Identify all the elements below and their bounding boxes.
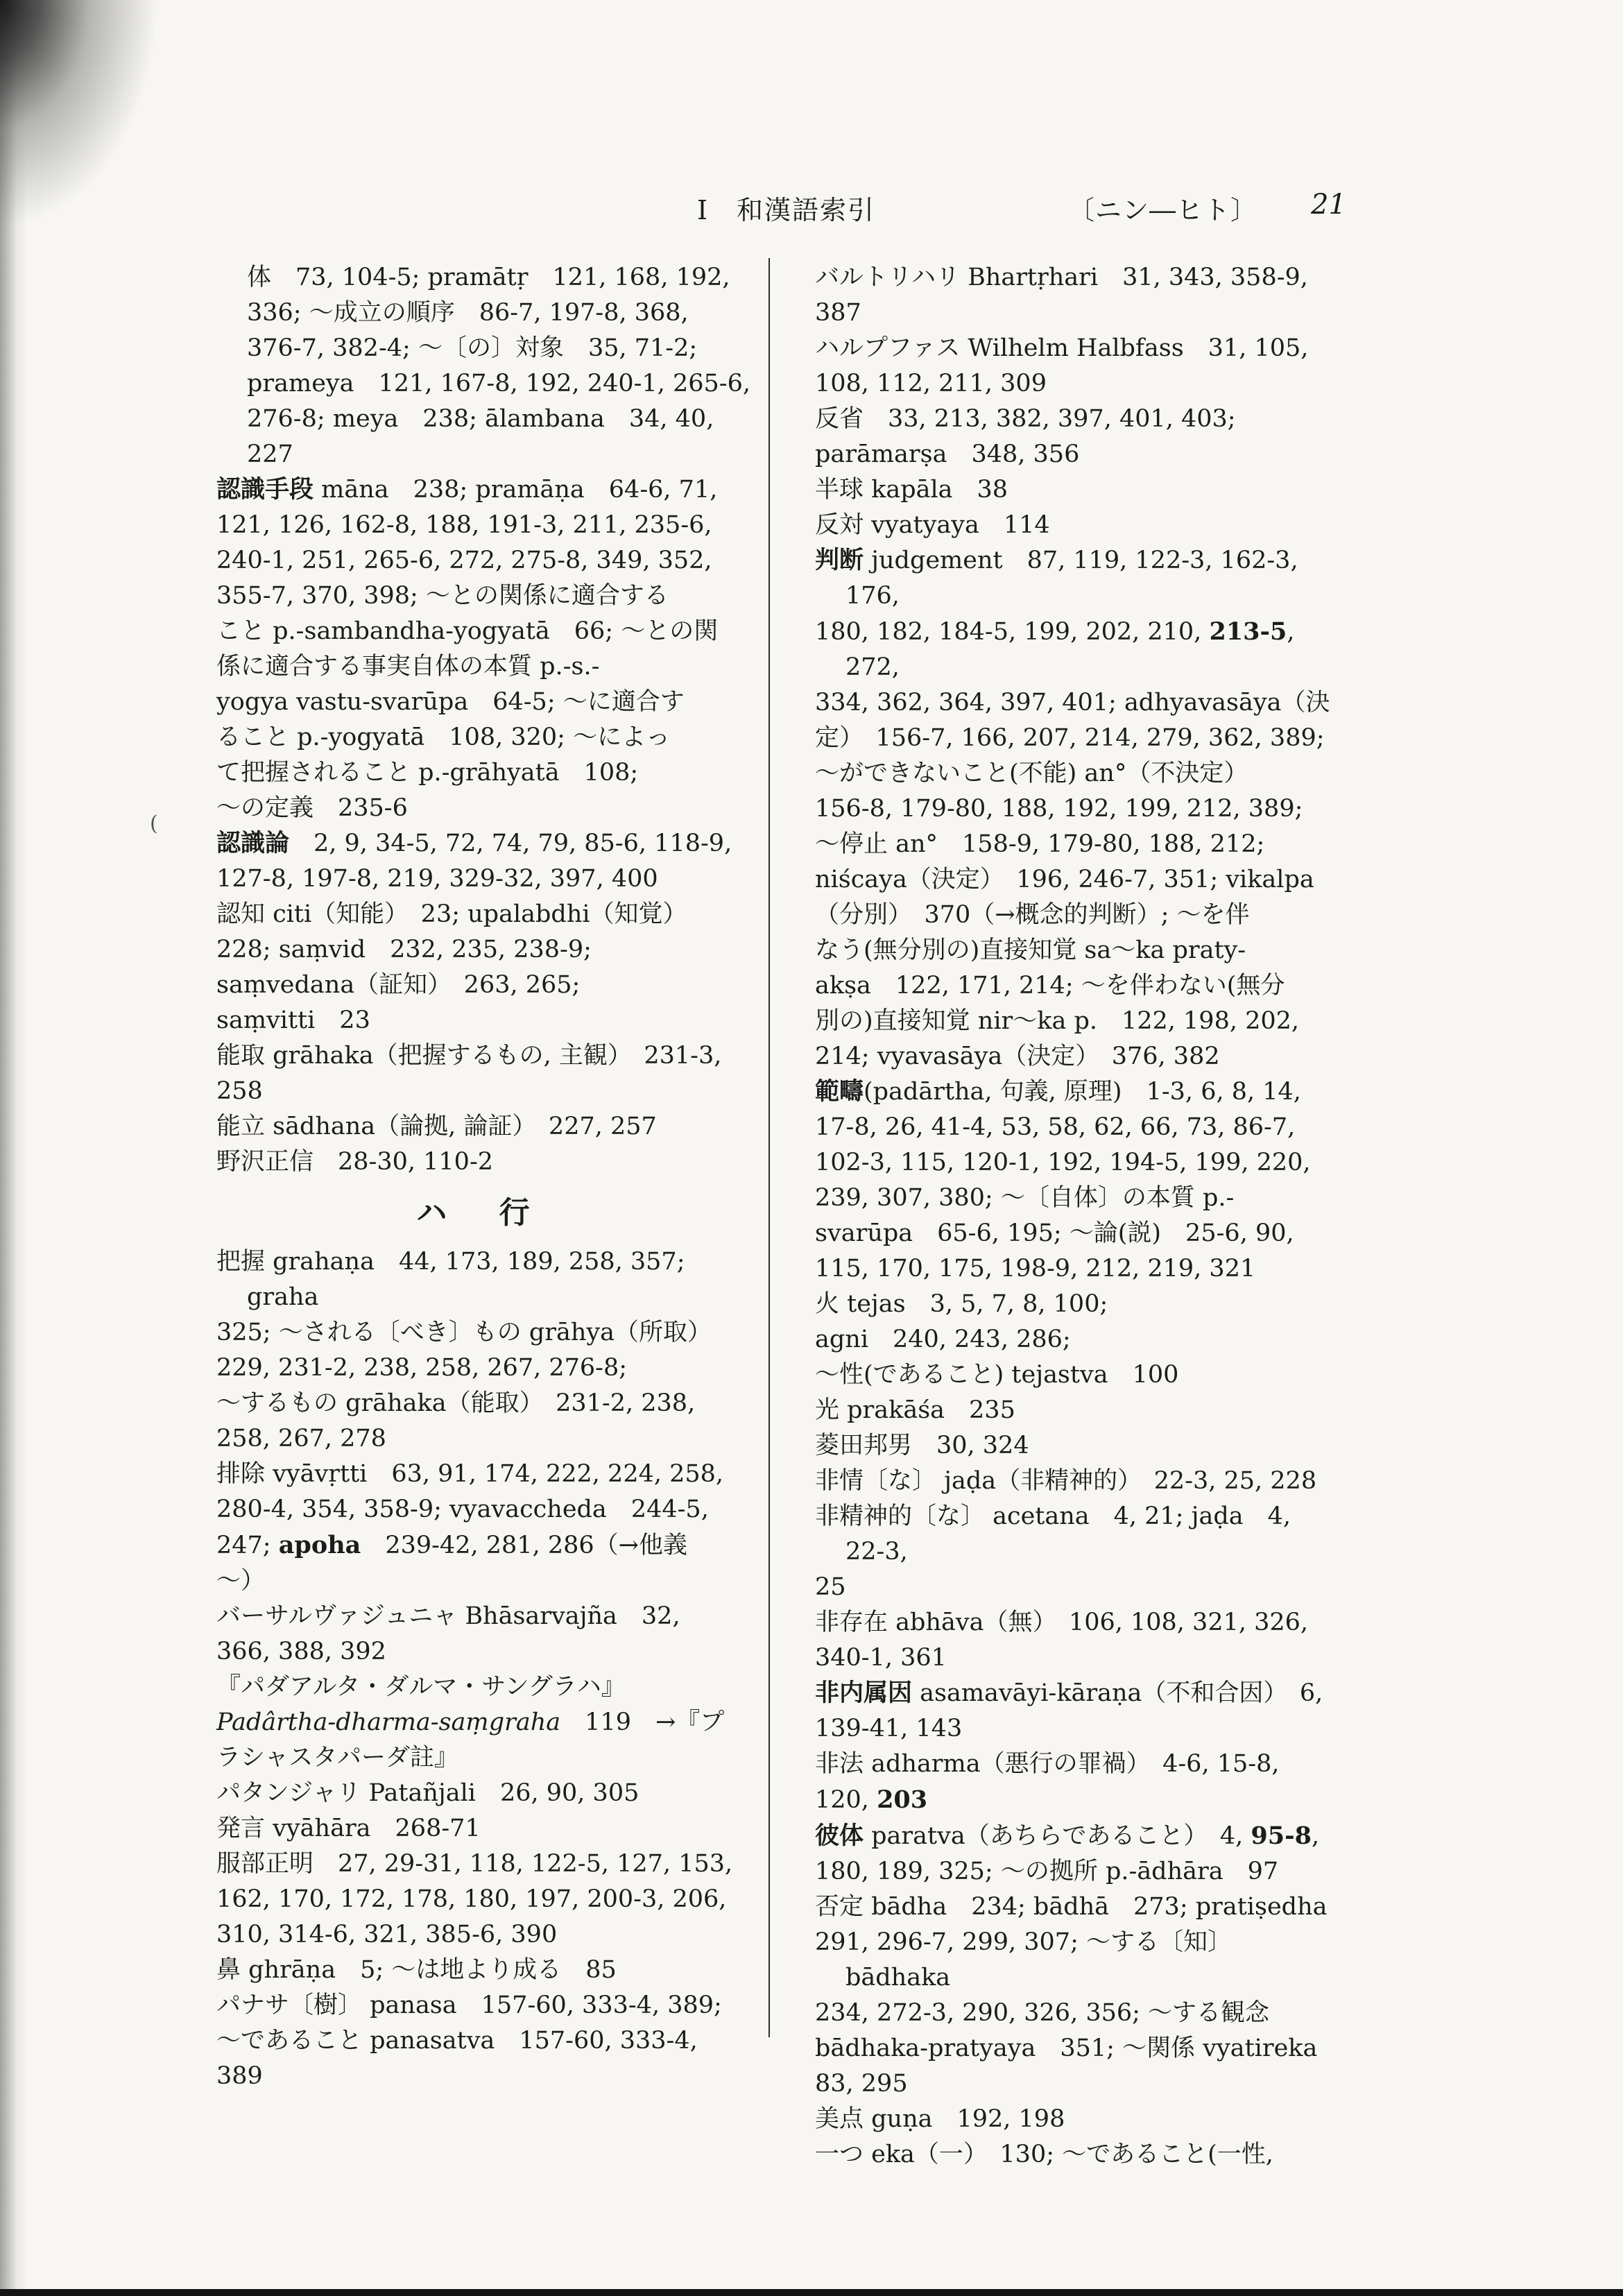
- entry-line: (padārtha, 句義, 原理) 1-3, 6, 8, 14,: [864, 1078, 1301, 1106]
- entry-bold-pages: 95-8: [1251, 1822, 1312, 1850]
- column-divider: [768, 258, 770, 2037]
- index-entry-continued: [216, 260, 750, 472]
- index-entry: [216, 1145, 750, 1180]
- entry-line: パタンジャリ Patañjali 26, 90, 305: [216, 1779, 639, 1807]
- entry-line: 半球 kapāla 38: [815, 476, 1008, 504]
- entry-line: 2, 9, 34-5, 72, 74, 79, 85-6, 118-9,: [289, 830, 732, 857]
- entry-line: [216, 1705, 750, 1740]
- entry-line: 336; ～成立の順序 86-7, 197-8, 368,: [247, 299, 689, 327]
- index-column-right: [815, 260, 1335, 2173]
- entry-line: 340-1, 361: [815, 1644, 947, 1672]
- entry-line: 325; ～される〔べき〕もの grāhya（所取）: [216, 1319, 712, 1346]
- index-entry: [815, 1393, 1335, 1428]
- entry-line: niścaya（決定） 196, 246-7, 351; vikalpa: [815, 866, 1314, 893]
- entry-line: 139-41, 143: [815, 1715, 963, 1742]
- entry-line: 162, 170, 172, 178, 180, 197, 200-3, 206,: [216, 1885, 727, 1913]
- entry-line: ～であること panasatva 157-60, 333-4,: [216, 2027, 698, 2055]
- index-entry: [815, 508, 1335, 543]
- entry-line: 234, 272-3, 290, 326, 356; ～する観念: [815, 1999, 1270, 2027]
- index-entry: [216, 1457, 750, 1599]
- entry-line: 387: [815, 299, 861, 327]
- entry-term: 判断: [815, 547, 864, 574]
- entry-line: 121, 126, 162-8, 188, 191-3, 211, 235-6,: [216, 511, 712, 539]
- entry-line: 認知 citi（知能） 23; upalabdhi（知覚）: [216, 900, 687, 928]
- entry-line: 発言 vyāhāra 268-71: [216, 1815, 481, 1842]
- index-column-left: [216, 260, 750, 2094]
- entry-line: 美点 guṇa 192, 198: [815, 2105, 1065, 2133]
- index-entry: [216, 1988, 750, 2094]
- entry-line: 276-8; meya 238; ālambana 34, 40, 227: [247, 405, 714, 468]
- entry-text: 247;: [216, 1532, 279, 1559]
- entry-line: 310, 314-6, 321, 385-6, 390: [216, 1921, 558, 1948]
- entry-line: 389: [216, 2062, 263, 2090]
- running-header: [0, 189, 1623, 230]
- index-entry: [815, 1605, 1335, 1676]
- entry-line: 非法 adharma（悪行の罪禍） 4-6, 15-8,: [815, 1750, 1280, 1778]
- index-entry: [815, 2137, 1335, 2173]
- entry-line: 17-8, 26, 41-4, 53, 58, 62, 66, 73, 86-7,: [815, 1113, 1296, 1141]
- index-entry: [216, 1109, 750, 1145]
- page-number: 21: [1311, 189, 1346, 221]
- entry-line: 把握 grahaṇa 44, 173, 189, 258, 357; graha: [216, 1248, 685, 1311]
- entry-line: ラシャスタパーダ註』: [216, 1744, 458, 1772]
- entry-line: 240-1, 251, 265-6, 272, 275-8, 349, 352,: [216, 547, 712, 574]
- entry-line: 反対 vyatyaya 114: [815, 511, 1050, 539]
- entry-term: 認識論: [216, 830, 290, 857]
- index-entry: [815, 472, 1335, 508]
- entry-line: 非存在 abhāva（無） 106, 108, 321, 326,: [815, 1609, 1309, 1636]
- index-entry: [216, 1847, 750, 1953]
- scan-bottom-edge: [0, 2289, 1623, 2296]
- entry-text: 239-42, 281, 286（→他義: [361, 1532, 687, 1559]
- entry-line: 180, 189, 325; ～の拠所 p.-ādhāra 97: [815, 1858, 1279, 1885]
- entry-line: prameya 121, 167-8, 192, 240-1, 265-6,: [247, 370, 750, 397]
- entry-line: （分別） 370（→概念的判断）; ～を伴: [815, 901, 1250, 929]
- entry-line: 355-7, 370, 398; ～との関係に適合する: [216, 582, 669, 610]
- entry-line: 係に適合する事実自体の本質 p.-s.-: [216, 653, 600, 680]
- entry-line: 排除 vyāvṛtti 63, 91, 174, 222, 224, 258,: [216, 1460, 724, 1488]
- entry-line: bādhaka-pratyaya 351; ～関係 vyatireka: [815, 2034, 1318, 2062]
- entry-line: ～ができないこと(不能) an°（不決定）: [815, 760, 1248, 787]
- entry-line: バルトリハリ Bhartṛhari 31, 343, 358-9,: [815, 264, 1308, 291]
- margin-mark: (: [150, 812, 158, 836]
- entry-line: agni 240, 243, 286;: [815, 1326, 1071, 1353]
- entry-line: 菱田邦男 30, 324: [815, 1432, 1029, 1459]
- index-entry: [815, 1818, 1335, 1890]
- header-section-title: I 和漢語索引: [697, 195, 876, 225]
- entry-line: 光 prakāśa 235: [815, 1396, 1015, 1424]
- entry-line: て把握されること p.-grāhyatā 108;: [216, 759, 639, 787]
- entry-line: 火 tejas 3, 5, 7, 8, 100;: [815, 1290, 1108, 1318]
- entry-line: 反省 33, 213, 382, 397, 401, 403;: [815, 405, 1236, 433]
- entry-line: 83, 295: [815, 2070, 908, 2098]
- entry-term: 認識手段: [216, 476, 314, 504]
- index-entry: [216, 1670, 750, 1776]
- index-entry: [815, 1428, 1335, 1464]
- entry-line: asamavāyi-kāraṇa（不和合因） 6,: [912, 1679, 1323, 1707]
- entry-line: 280-4, 354, 358-9; vyavaccheda 244-5,: [216, 1496, 709, 1523]
- entry-line: ～性(であること) tejastva 100: [815, 1361, 1179, 1389]
- entry-line: judgement 87, 119, 122-3, 162-3, 176,: [845, 547, 1298, 610]
- scan-edge-shadow: [0, 0, 28, 2296]
- index-entry: [815, 1747, 1335, 1818]
- entry-line: [216, 1527, 750, 1563]
- entry-bold-pages: 203: [877, 1785, 928, 1814]
- index-entry: [216, 1038, 750, 1109]
- entry-line: 258, 267, 278: [216, 1425, 386, 1453]
- entry-line: 能取 grāhaka（把握するもの, 主観） 231-3,: [216, 1042, 722, 1070]
- entry-line: [815, 1782, 1335, 1818]
- entry-line: 『パダアルタ・ダルマ・サングラハ』: [216, 1673, 626, 1701]
- entry-line: 服部正明 27, 29-31, 118, 122-5, 127, 153,: [216, 1850, 733, 1878]
- entry-line: 334, 362, 364, 397, 401; adhyavasāya（決: [815, 689, 1330, 717]
- index-entry: [216, 897, 750, 1038]
- entry-line: saṃvitti 23: [216, 1006, 370, 1034]
- index-entry: [815, 331, 1335, 402]
- entry-text: ,: [1311, 1822, 1320, 1850]
- entry-bold-pages: 213-5: [1209, 617, 1287, 646]
- entry-line: saṃvedana（証知） 263, 265;: [216, 971, 581, 999]
- entry-bold-term: apoha: [278, 1531, 361, 1559]
- entry-line: 25: [815, 1573, 846, 1601]
- index-entry: [815, 1074, 1335, 1287]
- entry-line: 156-8, 179-80, 188, 192, 199, 212, 389;: [815, 795, 1303, 823]
- entry-text: 120,: [815, 1786, 877, 1814]
- index-entry: [216, 1244, 750, 1457]
- entry-line: 127-8, 197-8, 219, 329-32, 397, 400: [216, 865, 658, 893]
- entry-line: 否定 bādha 234; bādhā 273; pratiṣedha: [815, 1893, 1328, 1921]
- index-entry: [815, 1890, 1335, 2102]
- entry-line: ～するもの grāhaka（能取） 231-2, 238,: [216, 1389, 696, 1417]
- section-heading-ha-row: ハ 行: [416, 1195, 551, 1231]
- index-entry: [815, 1464, 1335, 1499]
- entry-line: 定） 156-7, 166, 207, 214, 279, 362, 389;: [815, 724, 1325, 752]
- entry-line: 能立 sādhana（論拠, 論証） 227, 257: [216, 1113, 657, 1140]
- entry-line: 別の)直接知覚 nir～ka p. 122, 198, 202,: [815, 1007, 1300, 1035]
- index-entry: [815, 1287, 1335, 1393]
- entry-line: パナサ〔樹〕 panasa 157-60, 333-4, 389;: [216, 1991, 722, 2019]
- entry-line: 鼻 ghrāṇa 5; ～は地より成る 85: [216, 1956, 617, 1984]
- index-entry: [815, 1499, 1335, 1605]
- entry-line: 一つ eka（一） 130; ～であること(一性,: [815, 2141, 1273, 2168]
- header-entry-range: 〔ニン―ヒト〕: [1068, 195, 1258, 225]
- entry-line: 115, 170, 175, 198-9, 212, 219, 321: [815, 1255, 1256, 1283]
- index-entry: [216, 826, 750, 897]
- entry-line: 229, 231-2, 238, 258, 267, 276-8;: [216, 1354, 628, 1382]
- index-entry: [815, 260, 1335, 331]
- entry-line: 258: [216, 1077, 263, 1105]
- entry-line: 102-3, 115, 120-1, 192, 194-5, 199, 220,: [815, 1149, 1311, 1176]
- entry-line: [815, 614, 1335, 685]
- entry-term: 範疇: [815, 1078, 864, 1106]
- entry-line: 239, 307, 380; ～〔自体〕の本質 p.-: [815, 1184, 1235, 1212]
- entry-line: ～）: [216, 1567, 266, 1595]
- entry-line: māna 238; pramāṇa 64-6, 71,: [314, 476, 718, 504]
- entry-line: parāmarṣa 348, 356: [815, 440, 1080, 468]
- entry-line: 228; saṃvid 232, 235, 238-9;: [216, 936, 592, 963]
- index-entry: [815, 2102, 1335, 2137]
- entry-text: 180, 182, 184-5, 199, 202, 210,: [815, 618, 1210, 646]
- entry-line: なう(無分別の)直接知覚 sa～ka praty-: [815, 936, 1246, 964]
- entry-text: , 272,: [845, 618, 1295, 681]
- entry-line: こと p.-sambandha-yogyatā 66; ～との関: [216, 617, 719, 645]
- entry-line: 非情〔な〕 jaḍa（非精神的） 22-3, 25, 228: [815, 1467, 1317, 1495]
- index-entry: [216, 1811, 750, 1847]
- entry-line: akṣa 122, 171, 214; ～を伴わない(無分: [815, 972, 1285, 1000]
- entry-line: 野沢正信 28-30, 110-2: [216, 1148, 494, 1176]
- entry-line: 376-7, 382-4; ～〔の〕対象 35, 71-2;: [247, 334, 698, 362]
- entry-line: 214; vyavasāya（決定） 376, 382: [815, 1043, 1220, 1070]
- entry-line: ～停止 an° 158-9, 179-80, 188, 212;: [815, 830, 1265, 858]
- entry-term: 非内属因: [815, 1679, 913, 1707]
- entry-line: yogya vastu-svarūpa 64-5; ～に適合す: [216, 688, 685, 716]
- entry-line: 体 73, 104-5; pramātṛ 121, 168, 192,: [247, 264, 730, 291]
- entry-line: バーサルヴァジュニャ Bhāsarvajña 32,: [216, 1602, 680, 1630]
- index-entry: [216, 472, 750, 826]
- entry-term: 彼体: [815, 1822, 864, 1850]
- entry-line: ること p.-yogyatā 108, 320; ～によっ: [216, 723, 671, 751]
- entry-line: ハルプファス Wilhelm Halbfass 31, 105,: [815, 334, 1309, 362]
- entry-title-italic: Padârtha-dharma-saṃgraha: [216, 1708, 561, 1736]
- index-entry: [815, 543, 1335, 1074]
- entry-line: ～の定義 235-6: [216, 794, 408, 822]
- entry-line: 非精神的〔な〕 acetana 4, 21; jaḍa 4, 22-3,: [815, 1502, 1291, 1566]
- index-entry: [815, 1676, 1335, 1747]
- entry-text: paratva（あちらであること） 4,: [864, 1822, 1251, 1850]
- entry-line: 366, 388, 392: [216, 1638, 386, 1665]
- index-entry: [216, 1776, 750, 1811]
- index-entry: [216, 1953, 750, 1988]
- entry-text: 119 →『プ: [560, 1708, 725, 1736]
- entry-line: 291, 296-7, 299, 307; ～する〔知〕 bādhaka: [815, 1928, 1232, 1991]
- entry-line: 108, 112, 211, 309: [815, 370, 1047, 397]
- entry-line: svarūpa 65-6, 195; ～論(説) 25-6, 90,: [815, 1219, 1294, 1247]
- index-entry: [216, 1599, 750, 1670]
- index-entry: [815, 402, 1335, 472]
